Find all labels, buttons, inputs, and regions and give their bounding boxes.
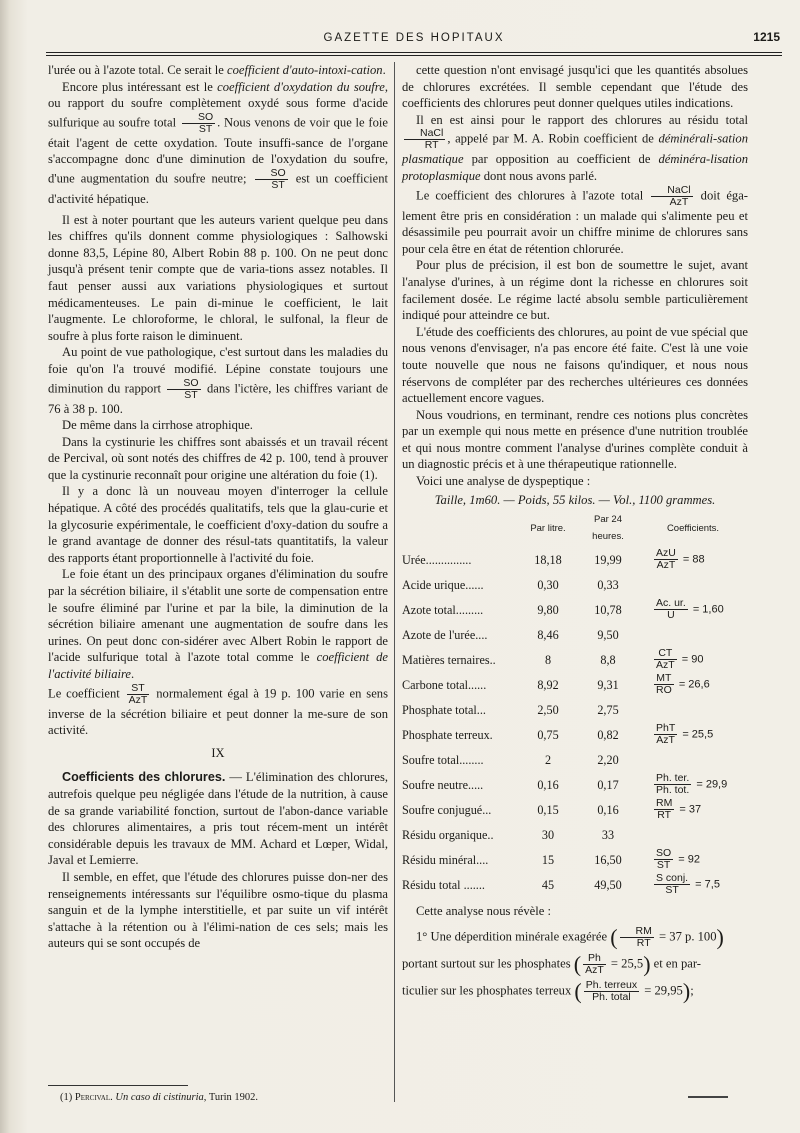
paragraph: Dans la cystinurie les chiffres sont abaissés et un travail récent de Percival, où sont notés des chiffres de 42 p. 100, tend à prouver que la cystinurie reconnaît pour origine une altération du foie (1). bbox=[48, 434, 388, 482]
row-label: Soufre conjugué... bbox=[402, 802, 492, 817]
section-title: Coefficients des chlorures. bbox=[62, 770, 226, 785]
right-column bbox=[402, 62, 748, 1003]
table-row bbox=[402, 822, 748, 847]
coefficient: $\frac{CT}{\text{AzT}}$ = 90 bbox=[656, 647, 704, 672]
coefficient: $\frac{RM}{RT}$ = 37 bbox=[656, 797, 702, 822]
row-label: Soufre total........ bbox=[402, 752, 484, 767]
paragraph: Le coefficient $\frac{ST}{\text{AzT}}$ normalement égal à 19 p. 100 varie en sens inverse de la sécrétion biliaire et peut donner la me-sure de son activité. bbox=[48, 681, 388, 738]
paragraph: Coefficients des chlorures. — L'élimination des chlorures, autrefois quelque peu négligée dans l'étude de la nutrition, à cause de sa grande variabilité fonction, surtout de l'abon-dance variable des chlorures alimentaires, a pris tout récem-ment un intérêt considérable depuis les travaux de MM. Achard et Lœper, Widal, Javal et Lemierre. bbox=[48, 770, 388, 868]
fraction: $\frac{\text{Ph. terreux}}{\text{Ph. total}}$ bbox=[585, 979, 638, 1004]
paragraph: Il en est ainsi pour le rapport des chlorures au résidu total $\frac{\text{NaCl}}{RT}$ , appelé par M. A. Robin coefficient de déminérali-sation plasmatique par opposition au coefficient de déminéra-lisation protoplasmique dont nous avons parlé. bbox=[402, 112, 748, 183]
fraction: $\frac{ST}{\text{AzT}}$ bbox=[128, 681, 148, 706]
paragraph: De même dans la cirrhose atrophique. bbox=[62, 418, 253, 433]
paragraph: Pour plus de précision, il est bon de soumettre le sujet, avant l'analyse d'urines, à un régime dont la richesse en chlorures soit facilement dosée. Le régime lacté absolu semble particulièrement indiqué pour atteindre ce but. bbox=[402, 258, 748, 323]
coefficient bbox=[638, 822, 748, 847]
table-header-row bbox=[402, 512, 748, 547]
table-row bbox=[402, 547, 748, 572]
section-number: IX bbox=[211, 745, 225, 760]
paragraph: Il semble, en effet, que l'étude des chlorures puisse don-ner des renseignements intéressants sur l'équilibre osmo-tique du plasma sanguin et de la lymphe interstitielle, et par suite un vif intérêt s'attache à la rétention ou à l'élimi-nation de ces sels; mais les auteurs qui se sont occupés de bbox=[48, 869, 388, 951]
value-per-24h: 19,99 bbox=[594, 552, 622, 567]
value-per-24h: 0,33 bbox=[597, 577, 619, 592]
table-row bbox=[402, 747, 748, 772]
value-per-litre: 0,15 bbox=[537, 802, 559, 817]
value-per-24h: 9,50 bbox=[597, 627, 619, 642]
fraction: $\frac{Ac. ur.}{U}$ bbox=[656, 597, 686, 622]
value-per-litre: 8,92 bbox=[537, 677, 559, 692]
decorative-rule bbox=[688, 1096, 728, 1098]
value-per-24h: 10,78 bbox=[594, 602, 622, 617]
row-label: Soufre neutre..... bbox=[402, 777, 484, 792]
footnote-rule bbox=[48, 1085, 188, 1086]
coefficient bbox=[638, 622, 748, 647]
column-header: Coefficients. bbox=[666, 522, 720, 534]
paragraph: l'urée ou à l'azote total. Ce serait le coefficient d'auto-intoxi-cation. bbox=[48, 63, 386, 77]
table-row bbox=[402, 872, 748, 897]
value-per-litre: 0,75 bbox=[537, 727, 559, 742]
row-label: Phosphate total... bbox=[402, 702, 486, 717]
row-label: Phosphate terreux. bbox=[402, 727, 493, 742]
table-row bbox=[402, 647, 748, 672]
coefficient: $\frac{SO}{ST}$ = 92 bbox=[656, 847, 700, 872]
fraction: $\frac{\text{AzU}}{\text{AzT}}$ bbox=[656, 547, 676, 572]
table-row bbox=[402, 772, 748, 797]
fraction: $\frac{SO}{ST}$ bbox=[255, 168, 288, 191]
value-per-litre: 8 bbox=[544, 652, 552, 667]
value-per-24h: 16,50 bbox=[594, 852, 622, 867]
paragraph: Cette analyse nous révèle : bbox=[416, 904, 551, 919]
value-per-litre: 18,18 bbox=[534, 552, 562, 567]
paragraph: L'étude des coefficients des chlorures, au point de vue spécial que nous venons d'envisager, n'a pas encore été faite. C'est là une voie toute nouvelle que nous ne faisons qu'indiquer, et nous nous réservons de compléter par des recherches ultérieures ces données actuellement encore vagues. bbox=[402, 324, 748, 406]
fraction: $\frac{SO}{ST}$ bbox=[182, 112, 215, 135]
paragraph: Il y a donc là un nouveau moyen d'interroger la cellule hépatique. A côté des procédés qualitatifs, tels que la glau-curie et la glycosurie expérimentale, le coefficient d'oxy-dation du soufre a le grand avantage de donner des résul-tats quantitatifs, la valeur des rapports étant proportionnelle à l'activité du foie. bbox=[48, 484, 388, 565]
conclusion-line: 1° Une déperdition minérale exagérée ( $\frac{RM}{RT}$ = 37 p. 100) bbox=[416, 924, 724, 950]
table-row bbox=[402, 622, 748, 647]
row-label: Résidu organique.. bbox=[402, 827, 494, 842]
coefficient: $\frac{\text{Ph. ter.}}{\text{Ph. tot.}}$ = 29,9 bbox=[656, 772, 728, 797]
value-per-24h: 49,50 bbox=[594, 877, 622, 892]
table-row bbox=[402, 597, 748, 622]
row-label: Carbone total...... bbox=[402, 677, 487, 692]
row-label: Matières ternaires.. bbox=[402, 652, 496, 667]
coefficient bbox=[638, 697, 748, 722]
fraction: $\frac{MT}{RO}$ bbox=[656, 672, 672, 697]
conclusion-line: ticulier sur les phosphates terreux ( $\frac{\text{Ph. terreux}}{\text{Ph. total}}$ = 29,95); bbox=[402, 978, 694, 1004]
fraction: $\frac{SO}{ST}$ bbox=[167, 378, 200, 401]
footnote: (1) Percival. Un caso di cistinuria, Turin 1902. bbox=[60, 1092, 259, 1103]
fraction: $\frac{\text{Ph. ter.}}{\text{Ph. tot.}}$ bbox=[656, 772, 690, 797]
table-row bbox=[402, 672, 748, 697]
table-row bbox=[402, 847, 748, 872]
value-per-24h: 2,75 bbox=[597, 702, 619, 717]
value-per-litre: 0,30 bbox=[537, 577, 559, 592]
row-label: Résidu minéral.... bbox=[402, 852, 489, 867]
paragraph: Voici une analyse de dyspeptique : bbox=[416, 474, 591, 489]
fraction: $\frac{RM}{RT}$ bbox=[620, 926, 654, 949]
value-per-24h: 33 bbox=[601, 827, 615, 842]
row-label: Azote total......... bbox=[402, 602, 484, 617]
conclusion-line: portant surtout sur les phosphates ( $\frac{Ph}{\text{AzT}}$ = 25,5) et en par- bbox=[402, 951, 701, 977]
fraction: $\frac{Ph}{\text{AzT}}$ bbox=[585, 952, 604, 977]
coefficient: $\frac{\text{S conj.}}{ST}$ = 7,5 bbox=[656, 872, 720, 897]
table-row bbox=[402, 572, 748, 597]
paragraph: Le coefficient des chlorures à l'azote total $\frac{\text{NaCl}}{\text{AzT}}$ doit éga-lement être pris en considération : un malade qui s'alimente peu et désassimile peu pourrait avoir un chiffre minime de chlorures sans pour cela être en état de rétention chlorurée. bbox=[402, 183, 748, 256]
table-body bbox=[402, 547, 748, 897]
value-per-24h: 0,82 bbox=[597, 727, 619, 742]
paragraph: Au point de vue pathologique, c'est surtout dans les maladies du foie qu'on l'a trouvé modifié. Lépine constate toujours une diminution du rapport $\frac{SO}{ST}$ dans l'ictère, les chiffres variant de 76 à 38 p. 100. bbox=[48, 345, 388, 416]
column-header: Par 24 heures. bbox=[592, 514, 624, 542]
urine-analysis-table bbox=[402, 512, 748, 897]
value-per-litre: 45 bbox=[541, 877, 555, 892]
fraction: $\frac{SO}{ST}$ bbox=[656, 847, 672, 872]
row-label: Résidu total ....... bbox=[402, 877, 485, 892]
coefficient bbox=[638, 572, 748, 597]
value-per-litre: 2 bbox=[544, 752, 552, 767]
header-rule bbox=[46, 52, 782, 56]
coefficient: $\frac{\text{PhT}}{\text{AzT}}$ = 25,5 bbox=[656, 722, 714, 747]
row-label: Azote de l'urée.... bbox=[402, 627, 488, 642]
fraction: $\frac{\text{NaCl}}{RT}$ bbox=[404, 128, 445, 151]
value-per-litre: 0,16 bbox=[537, 777, 559, 792]
paragraph: cette question n'ont envisagé jusqu'ici que les quantités absolues de chlorures excrétées. Il semble cependant que l'étude des coefficients des chlorures peut donner quelques utiles indications. bbox=[402, 63, 748, 111]
journal-title: GAZETTE DES HOPITAUX bbox=[323, 32, 505, 44]
value-per-litre: 9,80 bbox=[537, 602, 559, 617]
value-per-24h: 8,8 bbox=[600, 652, 616, 667]
value-per-24h: 9,31 bbox=[597, 677, 619, 692]
table-row bbox=[402, 722, 748, 747]
left-column bbox=[48, 62, 388, 952]
page-number: 1215 bbox=[753, 30, 780, 44]
coefficient: $\frac{MT}{RO}$ = 26,6 bbox=[656, 672, 710, 697]
fraction: $\frac{\text{PhT}}{\text{AzT}}$ bbox=[656, 722, 676, 747]
value-per-litre: 8,46 bbox=[537, 627, 559, 642]
table-row bbox=[402, 797, 748, 822]
value-per-litre: 15 bbox=[541, 852, 555, 867]
page-header bbox=[46, 30, 782, 50]
value-per-litre: 30 bbox=[541, 827, 555, 842]
row-label: Acide urique...... bbox=[402, 577, 484, 592]
fraction: $\frac{CT}{\text{AzT}}$ bbox=[656, 647, 675, 672]
table-row bbox=[402, 697, 748, 722]
value-per-litre: 2,50 bbox=[537, 702, 559, 717]
row-label: Urée............... bbox=[402, 552, 472, 567]
value-per-24h: 0,16 bbox=[597, 802, 619, 817]
paragraph: Le foie étant un des principaux organes d'élimination du soufre par la sécrétion biliaire, il s'établit une sorte de compensation entre le soufre éliminé par l'urine et par la bile, la diminution de la sécrétion biliaire amenant une augmentation de soufre dans les urines. On peut donc con-sidérer avec Albert Robin le rapport de l'acide sulfurique total à l'azote total comme le coefficient de l'activité biliaire. bbox=[48, 567, 389, 681]
paragraph: Nous voudrions, en terminant, rendre ces notions plus concrètes par un exemple qui nous mette en présence d'une nutrition troublée et qui nous montre comment l'analyse d'urines complète conduit à un diagnostic précis et à une thérapeutique rationnelle. bbox=[402, 407, 748, 472]
column-divider bbox=[394, 62, 395, 1102]
value-per-24h: 2,20 bbox=[597, 752, 619, 767]
fraction: $\frac{\text{NaCl}}{\text{AzT}}$ bbox=[651, 185, 692, 208]
coefficient bbox=[638, 747, 748, 772]
coefficient: $\frac{\text{AzU}}{\text{AzT}}$ = 88 bbox=[656, 547, 705, 572]
value-per-24h: 0,17 bbox=[597, 777, 619, 792]
fraction: $\frac{RM}{RT}$ bbox=[656, 797, 673, 822]
paragraph: Il est à noter pourtant que les auteurs varient quelque peu dans les chiffres qu'ils donnent comme physiologiques : Salhowski donne 83,5, Lépine 80, Albert Robin 88 p. 100. On ne peut donc jusqu'à présent tenir compte que de varia-tions assez notables. Il faut penser aussi aux variations physiologiques et surtout médicamenteuses. Le pain di-minue le coefficient, le lait l'augmente. Le chloroforme, le chloral, le sulfonal, la fleur de soufre à plus forte raison le diminuent. bbox=[48, 212, 388, 343]
coefficient: $\frac{Ac. ur.}{U}$ = 1,60 bbox=[656, 597, 724, 622]
analysis-title: Taille, 1m60. — Poids, 55 kilos. — Vol., 1100 grammes. bbox=[434, 492, 716, 507]
paragraph: Encore plus intéressant est le coefficient d'oxydation du soufre, ou rapport du soufre complètement oxydé sous forme d'acide sulfurique au soufre total $\frac{SO}{ST}$ . Nous venons de voir que le foie était l'agent de cette oxydation. Toute insuffi-sance de l'organe s'accompagne donc d'une diminution de l'oxydation du soufre, d'une augmentation du soufre neutre; $\frac{SO}{ST}$ est un coefficient d'activité hépatique. bbox=[48, 79, 389, 206]
column-header: Par litre. bbox=[530, 522, 566, 534]
fraction: $\frac{\text{S conj.}}{ST}$ bbox=[656, 872, 689, 897]
